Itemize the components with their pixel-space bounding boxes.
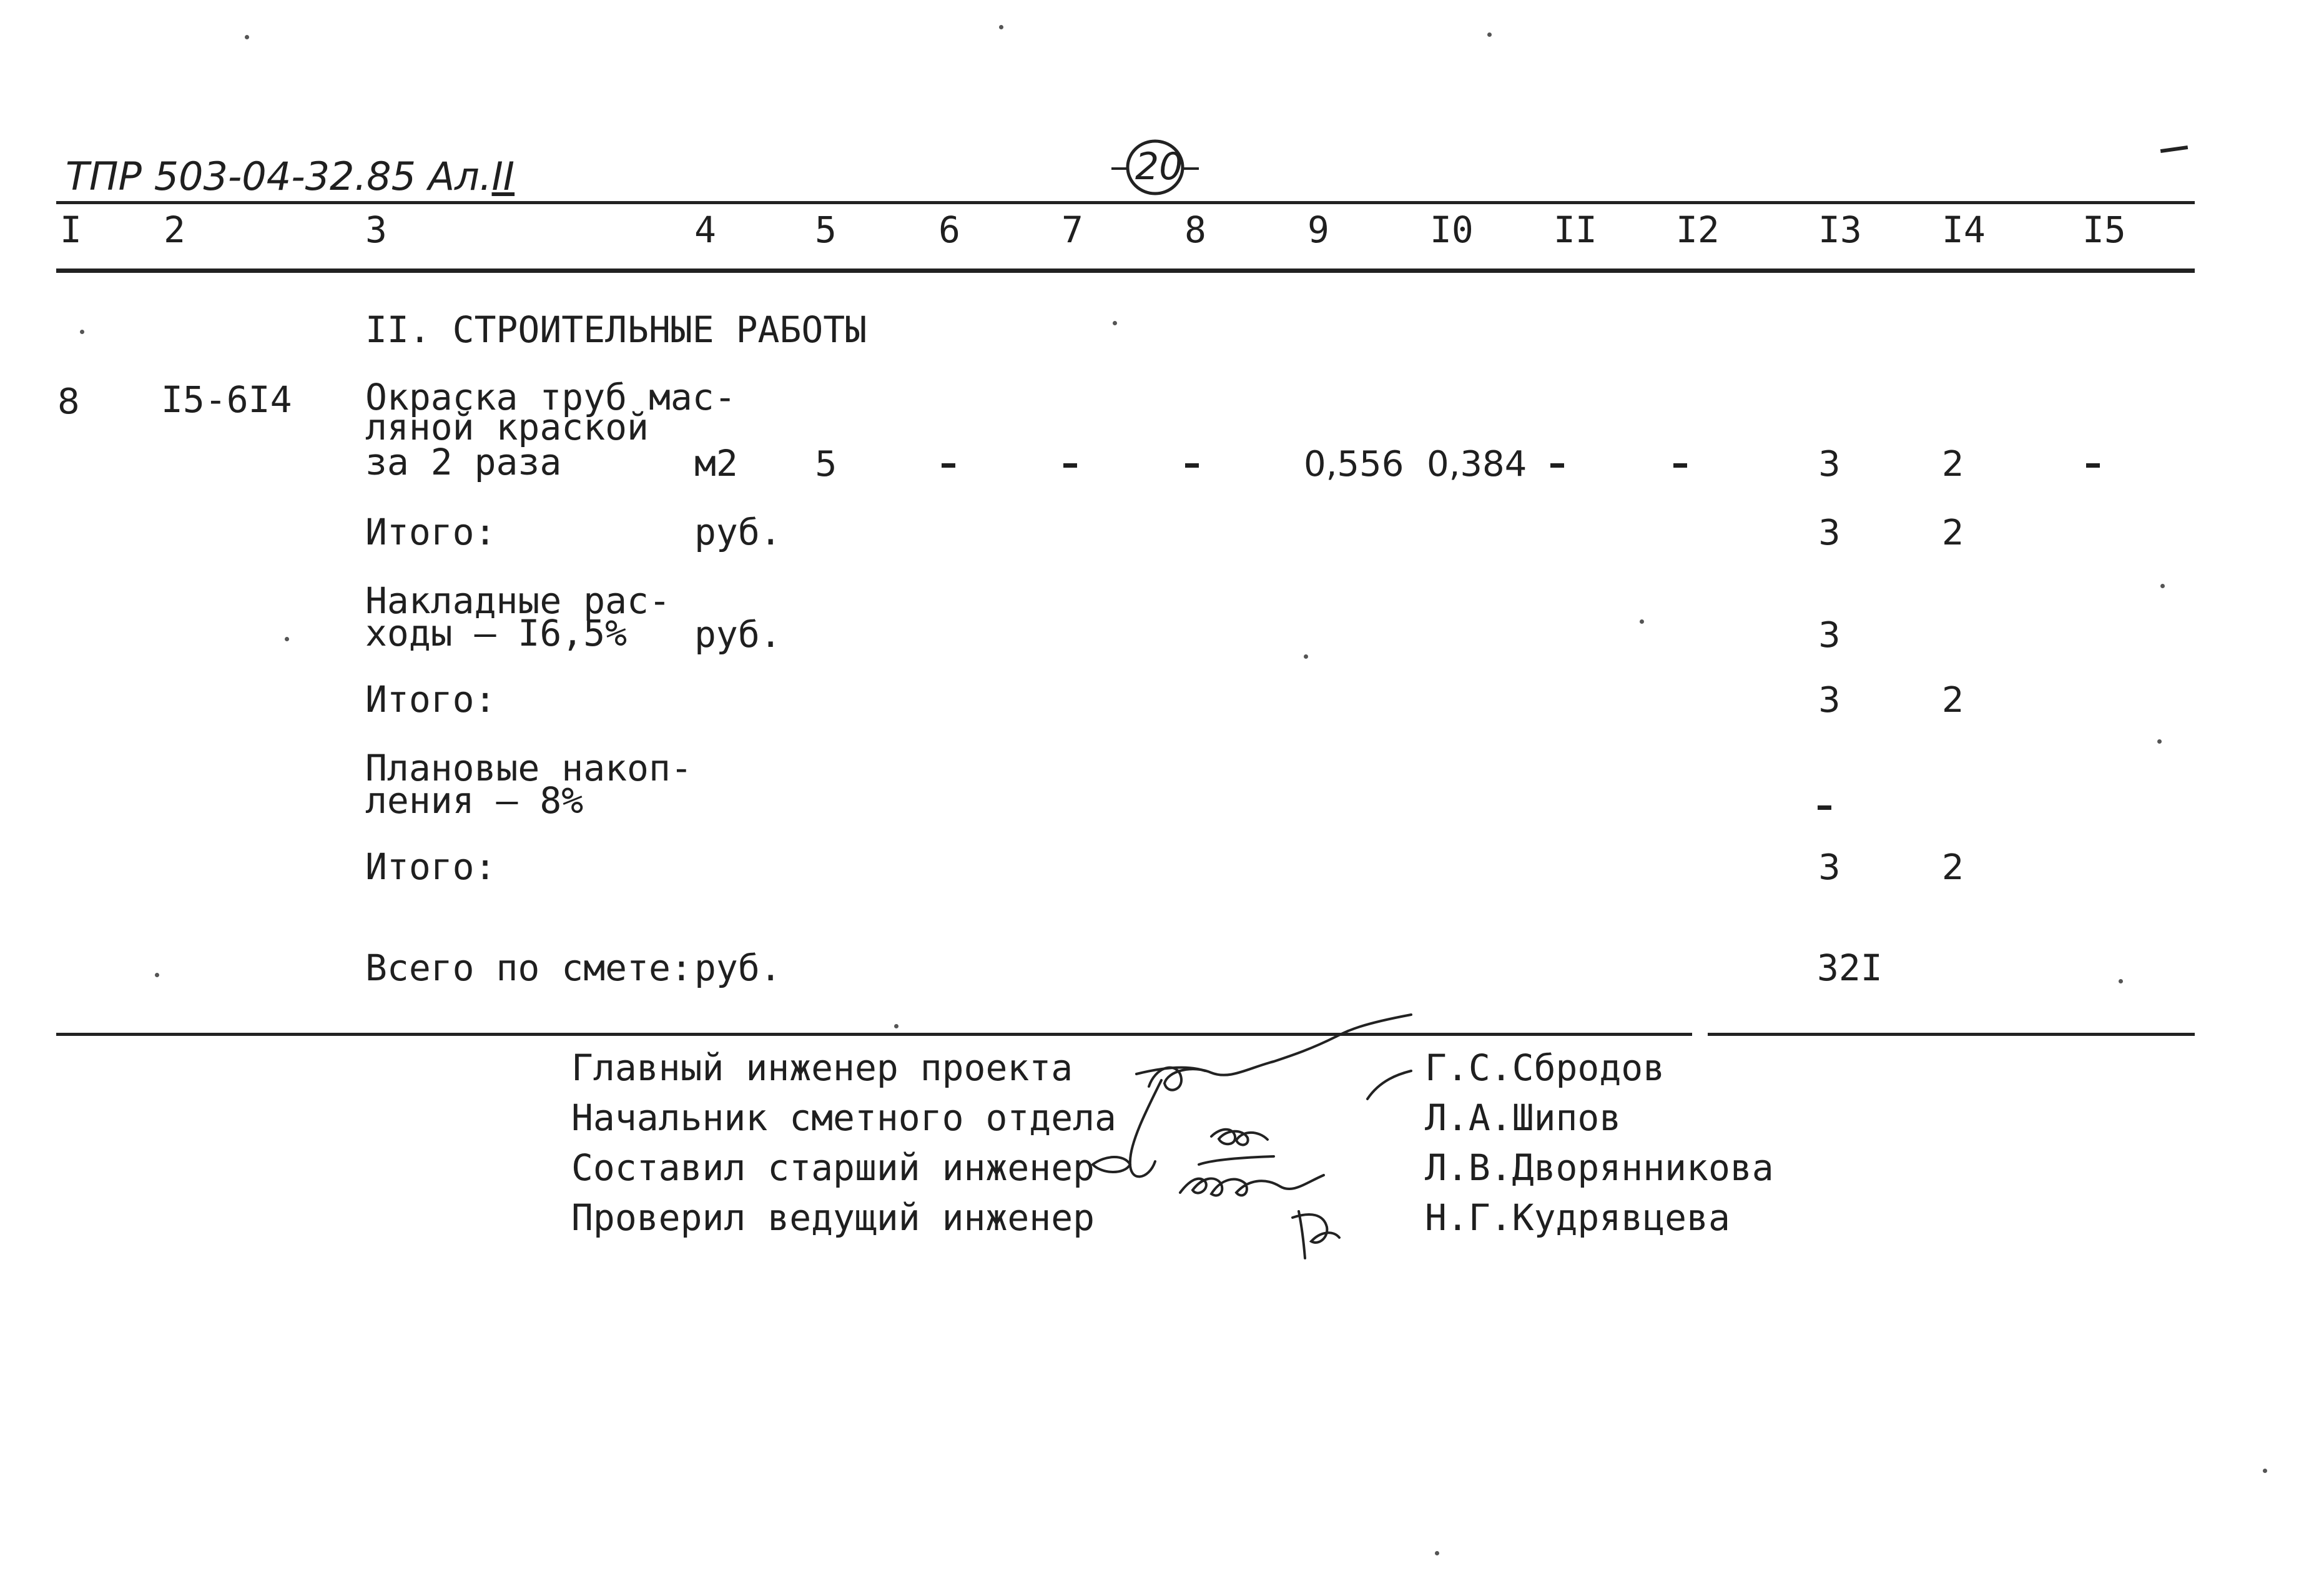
header-top-rule xyxy=(56,201,2195,204)
document-code xyxy=(66,155,515,199)
summary-label: Итого: xyxy=(365,845,496,888)
page-number xyxy=(1111,136,1199,199)
scan-speck xyxy=(2157,739,2162,744)
savings-label-line-1: Плановые накоп- xyxy=(365,747,692,789)
summary-col-13: 3 xyxy=(1818,847,1841,888)
col-1: I xyxy=(60,209,82,251)
item-qty: 5 xyxy=(815,444,837,485)
scan-speck xyxy=(80,330,84,334)
item-col-8: – xyxy=(1183,443,1201,484)
total-unit: руб. xyxy=(694,947,782,989)
summary-unit: руб. xyxy=(694,511,782,553)
scan-speck xyxy=(155,973,159,977)
item-col-11: – xyxy=(1549,443,1566,484)
col-13: I3 xyxy=(1818,209,1862,251)
total-col-13: 32I xyxy=(1817,947,1883,989)
album-number: II xyxy=(491,154,515,199)
item-col-10: 0,384 xyxy=(1427,444,1527,485)
overhead-col-13: 3 xyxy=(1818,615,1841,656)
scan-speck xyxy=(1435,1551,1439,1555)
item-col-13: 3 xyxy=(1818,444,1841,485)
item-desc-line-3: за 2 раза xyxy=(365,441,562,483)
item-desc-line-1: Окраска труб мас- xyxy=(365,376,736,418)
signature-name: Л.В.Дворянникова xyxy=(1425,1146,1774,1189)
signature-role: Проверил ведущий инженер xyxy=(571,1196,1095,1239)
summary-col-14: 2 xyxy=(1942,680,1964,721)
scan-speck xyxy=(999,25,1003,29)
scan-speck xyxy=(894,1024,899,1028)
item-unit: м2 xyxy=(694,442,738,485)
item-desc-line-2: ляной краской xyxy=(365,406,649,448)
doc-code-text: ТПР 503-04-32.85 Ал. xyxy=(66,154,492,199)
col-12: I2 xyxy=(1676,209,1720,251)
scan-speck xyxy=(2263,1469,2267,1473)
scan-speck xyxy=(1640,619,1644,624)
signature-name: Г.С.Сбродов xyxy=(1425,1047,1665,1089)
total-label: Всего по смете: xyxy=(365,947,692,989)
item-code: I5-6I4 xyxy=(161,378,292,421)
item-col-15: – xyxy=(2084,443,2102,484)
col-3: 3 xyxy=(365,209,387,251)
summary-col-14: 2 xyxy=(1942,847,1964,888)
scan-speck xyxy=(1113,321,1117,325)
scan-speck xyxy=(1487,32,1492,37)
signature-role: Начальник сметного отдела xyxy=(571,1096,1116,1139)
footer-rule-left xyxy=(56,1033,1692,1036)
overhead-label-line-1: Накладные рас- xyxy=(365,579,671,622)
col-4: 4 xyxy=(694,209,716,251)
col-10: I0 xyxy=(1430,209,1474,251)
handwritten-signatures-icon xyxy=(1086,1012,1436,1274)
signature-name: Л.А.Шипов xyxy=(1425,1096,1622,1139)
col-11: II xyxy=(1553,209,1597,251)
item-col-6: – xyxy=(940,443,957,484)
summary-label: Итого: xyxy=(365,511,496,553)
item-col-14: 2 xyxy=(1942,444,1964,485)
col-15: I5 xyxy=(2082,209,2126,251)
col-5: 5 xyxy=(815,209,837,251)
summary-col-13: 3 xyxy=(1818,513,1841,553)
col-14: I4 xyxy=(1942,209,1986,251)
col-7: 7 xyxy=(1061,209,1083,251)
summary-col-14: 2 xyxy=(1942,513,1964,553)
overhead-unit: руб. xyxy=(694,613,782,656)
scan-speck xyxy=(245,35,249,39)
item-col-9: 0,556 xyxy=(1304,444,1404,485)
col-8: 8 xyxy=(1184,209,1206,251)
col-9: 9 xyxy=(1307,209,1329,251)
item-number: 8 xyxy=(57,382,80,422)
signature-role: Главный инженер проекта xyxy=(571,1047,1073,1089)
col-2: 2 xyxy=(164,209,185,251)
footer-rule-right xyxy=(1708,1033,2195,1036)
item-col-7: – xyxy=(1061,443,1079,484)
scan-speck xyxy=(2160,584,2165,588)
summary-label: Итого: xyxy=(365,678,496,721)
signature-role: Составил старший инженер xyxy=(571,1146,1095,1189)
scan-speck xyxy=(1304,654,1308,659)
scan-speck xyxy=(285,637,289,641)
savings-label-line-2: ления – 8% xyxy=(365,779,584,822)
scan-mark xyxy=(2160,145,2188,153)
col-6: 6 xyxy=(938,209,960,251)
section-title: II. СТРОИТЕЛЬНЫЕ РАБОТЫ xyxy=(365,308,867,351)
page-number-text: 20 xyxy=(1135,145,1183,189)
scan-speck xyxy=(2119,979,2123,983)
item-col-12: – xyxy=(1672,443,1689,484)
summary-col-13: 3 xyxy=(1818,680,1841,721)
signature-name: Н.Г.Кудрявцева xyxy=(1425,1196,1730,1239)
savings-col-13: – xyxy=(1816,786,1833,826)
header-bottom-rule xyxy=(56,268,2195,273)
overhead-label-line-2: ходы – I6,5% xyxy=(365,612,628,654)
